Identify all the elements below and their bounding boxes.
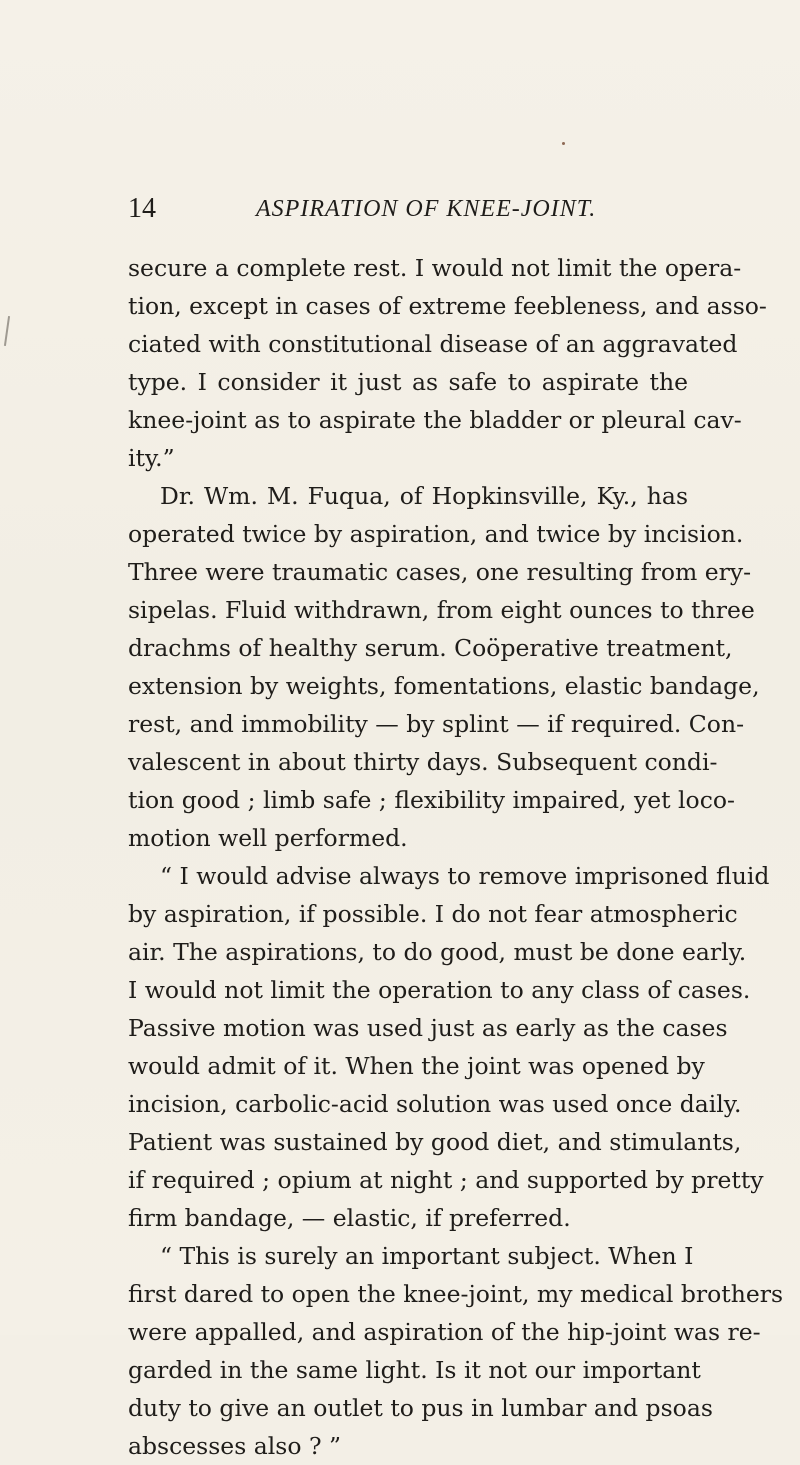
text-line: would admit of it. When the joint was opened by: [128, 1052, 705, 1080]
text-line: rest, and immobility — by splint — if required. Con-: [128, 710, 745, 738]
text-line: ciated with constitutional disease of an aggravated: [128, 330, 738, 358]
paragraph-start-line: “ I would advise always to remove imprisoned fluid: [160, 862, 770, 890]
text-line: ity.”: [128, 444, 175, 472]
text-line: type. I consider it just as safe to aspirate the: [128, 368, 688, 396]
text-line: I would not limit the operation to any class of cases.: [128, 976, 751, 1004]
text-line: garded in the same light. Is it not our important: [128, 1356, 701, 1384]
text-line: abscesses also ? ”: [128, 1432, 342, 1460]
text-line: Passive motion was used just as early as the cases: [128, 1014, 728, 1042]
paragraph-start-line: “ This is surely an important subject. When I: [160, 1242, 694, 1270]
running-title: ASPIRATION OF KNEE-JOINT.: [256, 196, 597, 222]
text-line: tion good ; limb safe ; flexibility impaired, yet loco-: [128, 786, 735, 814]
page-number: 14: [128, 193, 156, 224]
text-line: drachms of healthy serum. Coöperative treatment,: [128, 634, 733, 662]
text-line: by aspiration, if possible. I do not fear atmospheric: [128, 900, 738, 928]
text-line: Three were traumatic cases, one resulting from ery-: [128, 558, 752, 586]
page-header: [128, 189, 688, 229]
text-line: valescent in about thirty days. Subsequent condi-: [128, 748, 718, 776]
text-line: tion, except in cases of extreme feebleness, and asso-: [128, 292, 767, 320]
text-line: operated twice by aspiration, and twice by incision.: [128, 520, 744, 548]
ink-speck: [562, 142, 565, 145]
margin-pencil-mark: [4, 316, 10, 346]
text-line: were appalled, and aspiration of the hip-joint was re-: [128, 1318, 761, 1346]
text-line: incision, carbolic-acid solution was used once daily.: [128, 1090, 742, 1118]
text-line: secure a complete rest. I would not limit the opera-: [128, 254, 742, 282]
text-line: duty to give an outlet to pus in lumbar and psoas: [128, 1394, 713, 1422]
paragraph-start-line: Dr. Wm. M. Fuqua, of Hopkinsville, Ky., has: [160, 482, 688, 510]
text-line: extension by weights, fomentations, elastic bandage,: [128, 672, 760, 700]
text-line: motion well performed.: [128, 824, 408, 852]
body-text: [128, 249, 784, 1465]
text-line: firm bandage, — elastic, if preferred.: [128, 1204, 571, 1232]
text-line: first dared to open the knee-joint, my medical brothers: [128, 1280, 784, 1308]
text-line: air. The aspirations, to do good, must be done early.: [128, 938, 747, 966]
text-line: knee-joint as to aspirate the bladder or pleural cav-: [128, 406, 742, 434]
text-line: if required ; opium at night ; and supported by pretty: [128, 1166, 764, 1194]
text-line: sipelas. Fluid withdrawn, from eight ounces to three: [128, 596, 755, 624]
text-line: Patient was sustained by good diet, and stimulants,: [128, 1128, 742, 1156]
